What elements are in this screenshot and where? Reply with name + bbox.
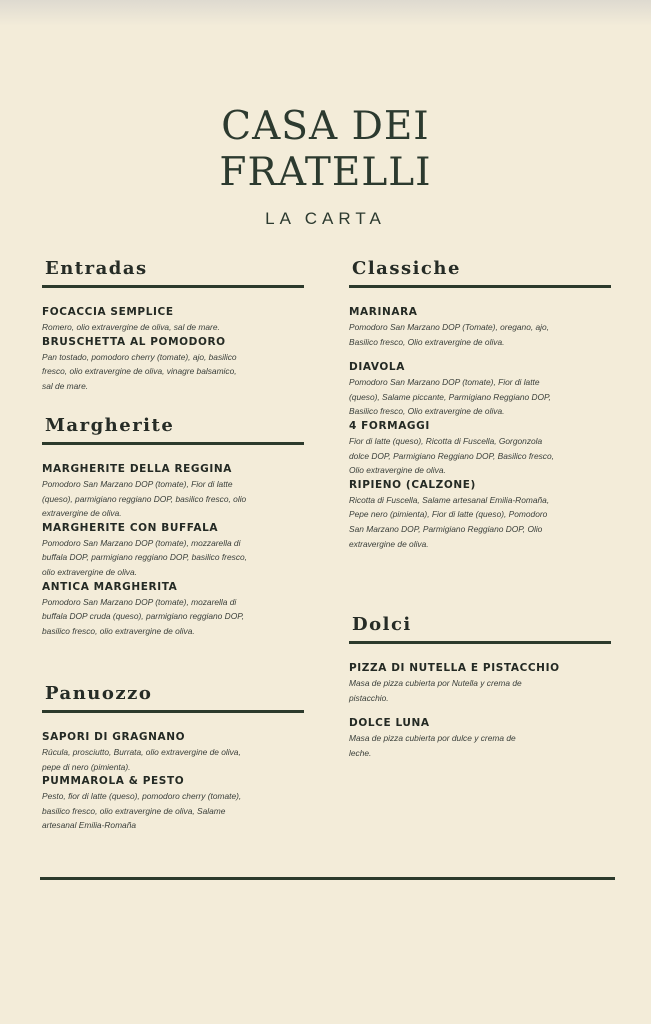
section-panuozzo	[42, 684, 304, 833]
item-name: DOLCE LUNA	[349, 717, 430, 730]
section-divider	[42, 710, 304, 713]
menu-item	[42, 305, 304, 335]
item-description: Pomodoro San Marzano DOP (Tomate), oregano, ajo, Basilico fresco, Olio extravergine de oliva.	[349, 322, 550, 347]
item-name: DIAVOLA	[349, 361, 405, 374]
menu-item	[349, 360, 611, 419]
section-entradas	[42, 259, 304, 393]
section-title: Classiche	[352, 258, 461, 279]
item-description: Pesto, fior di latte (queso), pomodoro cherry (tomate), basilico fresco, olio extravergine de oliva, Salame artesanal Emilia-Romaña	[42, 791, 242, 831]
item-description: Pan tostado, pomodoro cherry (tomate), ajo, basilico fresco, olio extravergine de oliva, vinagre balsamico, sal de mare.	[42, 351, 237, 391]
menu-item	[349, 661, 611, 705]
section-dolci	[349, 615, 611, 760]
item-description: Pomodoro San Marzano DOP (tomate), Fior di latte (queso), Salame piccante, Parmigiano Reggiano DOP, Basilico fresco, Olio extravergine de oliva.	[349, 377, 551, 417]
item-name: FOCACCIA SEMPLICE	[42, 306, 174, 318]
item-name: RIPIENO (CALZONE)	[349, 478, 476, 491]
menu-item	[349, 305, 611, 349]
menu-item	[349, 419, 611, 478]
top-shadow	[0, 0, 651, 26]
item-description: Masa de pizza cubierta por Nutella y crema de pistacchio.	[349, 678, 522, 703]
item-name: PUMMAROLA & PESTO	[42, 775, 185, 788]
footer-divider	[40, 877, 615, 880]
section-title: Entradas	[45, 258, 148, 279]
item-description: Pomodoro San Marzano DOP (tomate), Fior di latte (queso), parmigiano reggiano DOP, basilico fresco, olio extravergine de oliva.	[42, 479, 247, 519]
menu-item	[349, 716, 611, 760]
item-name: MARGHERITE DELLA REGGINA	[42, 463, 232, 475]
restaurant-name-line1: CASA DEI	[221, 104, 430, 149]
section-divider	[349, 641, 611, 644]
menu-item	[42, 521, 304, 580]
menu-item	[42, 462, 304, 521]
menu-item	[42, 730, 304, 774]
item-name: ANTICA MARGHERITA	[42, 580, 178, 593]
item-description: Romero, olio extravergine de oliva, sal de mare.	[42, 322, 220, 332]
section-divider	[42, 285, 304, 288]
section-margherite	[42, 416, 304, 638]
item-name: PIZZA DI NUTELLA E PISTACCHIO	[349, 662, 560, 674]
item-name: 4 FORMAGGI	[349, 419, 430, 432]
item-description: Ricotta di Fuscella, Salame artesanal Emilia-Romaña, Pepe nero (pimienta), Fior di latte (queso), Pomodoro San Marzano DOP, Parmigiano Reggiano DOP, Olio extravergine de oliva.	[349, 494, 550, 549]
menu-subtitle: LA CARTA	[265, 209, 386, 228]
menu-item	[42, 335, 304, 394]
menu-item	[42, 774, 304, 833]
item-name: MARGHERITE CON BUFFALA	[42, 521, 219, 534]
item-description: Pomodoro San Marzano DOP (tomate), mozzarella di buffala DOP, parmigiano reggiano DOP, basilico fresco, olio extravergine de oliva.	[42, 537, 247, 577]
item-description: Masa de pizza cubierta por dulce y crema de leche.	[349, 733, 516, 758]
section-divider	[349, 285, 611, 288]
item-name: SAPORI DI GRAGNANO	[42, 731, 186, 743]
restaurant-name-line2: FRATELLI	[219, 150, 432, 195]
item-description: Rúcula, prosciutto, Burrata, olio extravergine de oliva, pepe di nero (pimienta).	[42, 747, 241, 772]
item-name: MARINARA	[349, 306, 418, 318]
section-divider	[42, 442, 304, 445]
menu-item	[349, 478, 611, 551]
section-classiche	[349, 259, 611, 551]
item-description: Fior di latte (queso), Ricotta di Fuscella, Gorgonzola dolce DOP, Parmigiano Reggiano DOP, Basilico fresco, Olio extravergine de oliva.	[349, 435, 554, 476]
section-title: Margherite	[45, 415, 175, 436]
menu-item	[42, 580, 304, 639]
section-title: Dolci	[352, 614, 412, 635]
section-title: Panuozzo	[45, 683, 153, 704]
item-description: Pomodoro San Marzano DOP (tomate), mozarella di buffala DOP cruda (queso), parmigiano reggiano DOP, basilico fresco, olio extravergine de oliva.	[42, 596, 245, 636]
item-name: BRUSCHETTA AL POMODORO	[42, 335, 226, 348]
